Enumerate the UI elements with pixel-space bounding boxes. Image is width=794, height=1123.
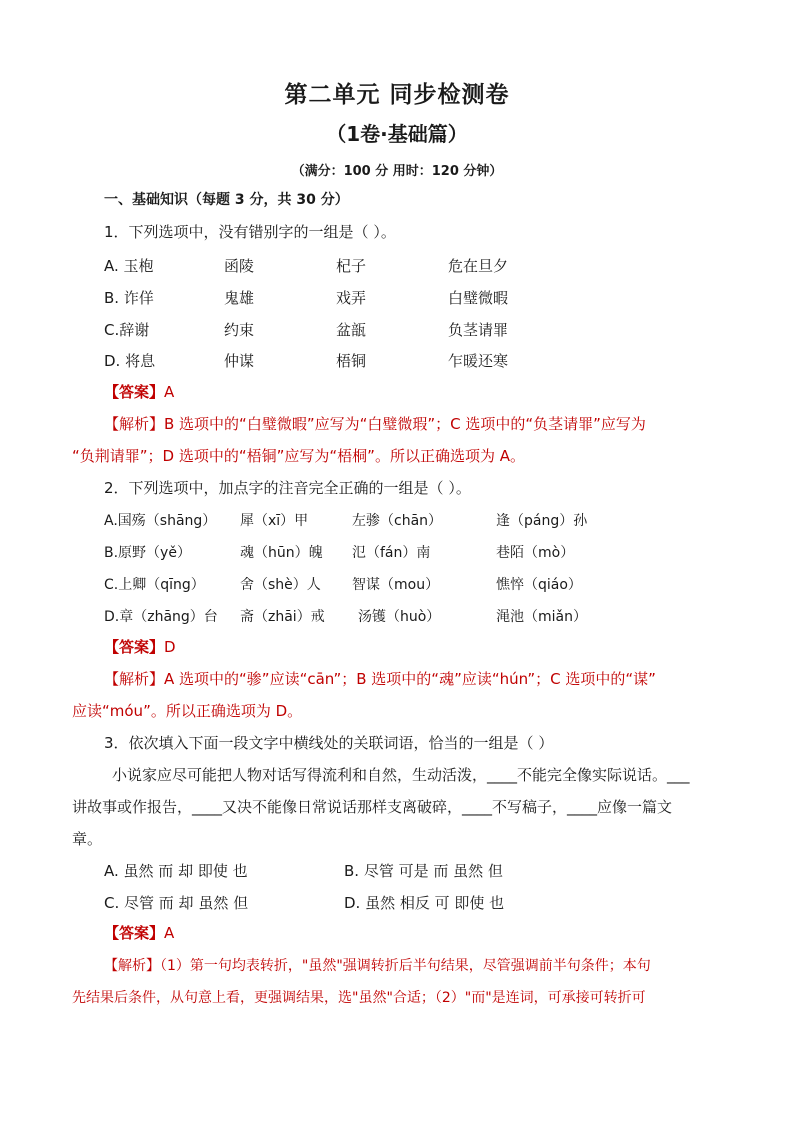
q1-answer: 【答案】A [104,383,175,401]
q2-analysis-line1: 【解析】A 选项中的“骖”应读“cān”；B 选项中的“魂”应读“hún”；C 选项中的“谋” [104,670,656,688]
q1-c-3: 盆瓿 [336,321,367,339]
q1-d-4: 乍暖还寒 [448,352,509,370]
exam-meta: （满分：100 分 用时：120 分钟） [291,164,503,179]
q1-a-2: 函陵 [224,257,255,275]
q1-d-3: 梧铜 [336,352,367,370]
q1-b-1: B. 诈佯 [104,289,154,307]
q2-a-4: 逢（páng）孙 [496,513,588,529]
q1-a-1: A. 玉枹 [104,257,154,275]
q2-b-1: B.原野（yě） [104,545,191,561]
q2-a-2: 犀（xī）甲 [240,513,309,529]
q1-c-4: 负茎请罪 [448,321,509,339]
q2-stem: 2．下列选项中，加点字的注音完全正确的一组是（ ）。 [104,479,471,497]
page-title: 第二单元 同步检测卷 [284,82,510,108]
q2-a-3: 左骖（chān） [352,513,443,529]
q3-answer: 【答案】A [104,924,175,942]
q1-stem: 1．下列选项中，没有错别字的一组是（ ）。 [104,223,396,241]
q3-passage-line1: 小说家应尽可能把人物对话写得流利和自然，生动活泼，____不能完全像实际说话。___ [112,766,690,784]
q1-b-2: 鬼雄 [224,289,255,307]
q2-d-3: 汤镬（huò） [358,609,441,625]
q1-d-1: D. 将息 [104,352,156,370]
q3-passage-line3: 章。 [72,830,103,848]
q2-c-4: 憔悴（qiáo） [496,577,582,593]
q3-analysis-line1: 【解析】（1）第一句均表转折，"虽然"强调转折后半句结果，尽管强调前半句条件；本句 [104,958,651,974]
q3-option-a: A. 虽然 而 却 即使 也 [104,862,248,880]
q1-analysis-line1: 【解析】B 选项中的“白璧微暇”应写为“白璧微瑕”；C 选项中的“负茎请罪”应写为 [104,415,646,433]
q2-c-3: 智谋（mou） [352,577,440,593]
q2-d-1: D.章（zhāng）台 [104,609,218,625]
q3-option-c: C. 尽管 而 却 虽然 但 [104,894,249,912]
q1-a-3: 杞子 [336,257,367,275]
q3-option-b: B. 尽管 可是 而 虽然 但 [344,862,503,880]
page-subtitle: （1卷·基础篇） [326,122,468,146]
q2-analysis-line2: 应读“móu”。所以正确选项为 D。 [72,702,303,720]
q3-passage-line2: 讲故事或作报告，____又决不能像日常说话那样支离破碎，____不写稿子，____应像一篇文 [72,798,673,816]
q2-b-4: 巷陌（mò） [496,545,575,561]
q1-c-2: 约束 [224,321,255,339]
q2-a-1: A.国殇（shāng） [104,513,217,529]
q1-b-3: 戏弄 [336,289,367,307]
section-heading: 一、基础知识（每题 3 分，共 30 分） [104,192,349,208]
q2-d-2: 斋（zhāi）戒 [240,609,325,625]
q2-c-2: 舍（shè）人 [240,577,321,593]
q2-b-2: 魂（hūn）魄 [240,545,323,561]
q3-analysis-line2: 先结果后条件，从句意上看，更强调结果，选"虽然"合适；（2）"而"是连词，可承接可转折可 [72,990,646,1006]
q2-c-1: C.上卿（qīng） [104,577,205,593]
q1-analysis-line2: “负荆请罪”；D 选项中的“梧铜”应写为“梧桐”。所以正确选项为 A。 [72,447,525,465]
q1-d-2: 仲谋 [224,352,255,370]
q2-d-4: 渑池（miǎn） [496,609,587,625]
q1-a-4: 危在旦夕 [448,257,509,275]
q2-answer: 【答案】D [104,638,176,656]
q1-c-1: C.辞谢 [104,321,150,339]
q3-option-d: D. 虽然 相反 可 即使 也 [344,894,505,912]
q1-b-4: 白璧微暇 [448,289,509,307]
q3-stem: 3．依次填入下面一段文字中横线处的关联词语，恰当的一组是（ ） [104,734,554,752]
q2-b-3: 氾（fán）南 [352,545,431,561]
